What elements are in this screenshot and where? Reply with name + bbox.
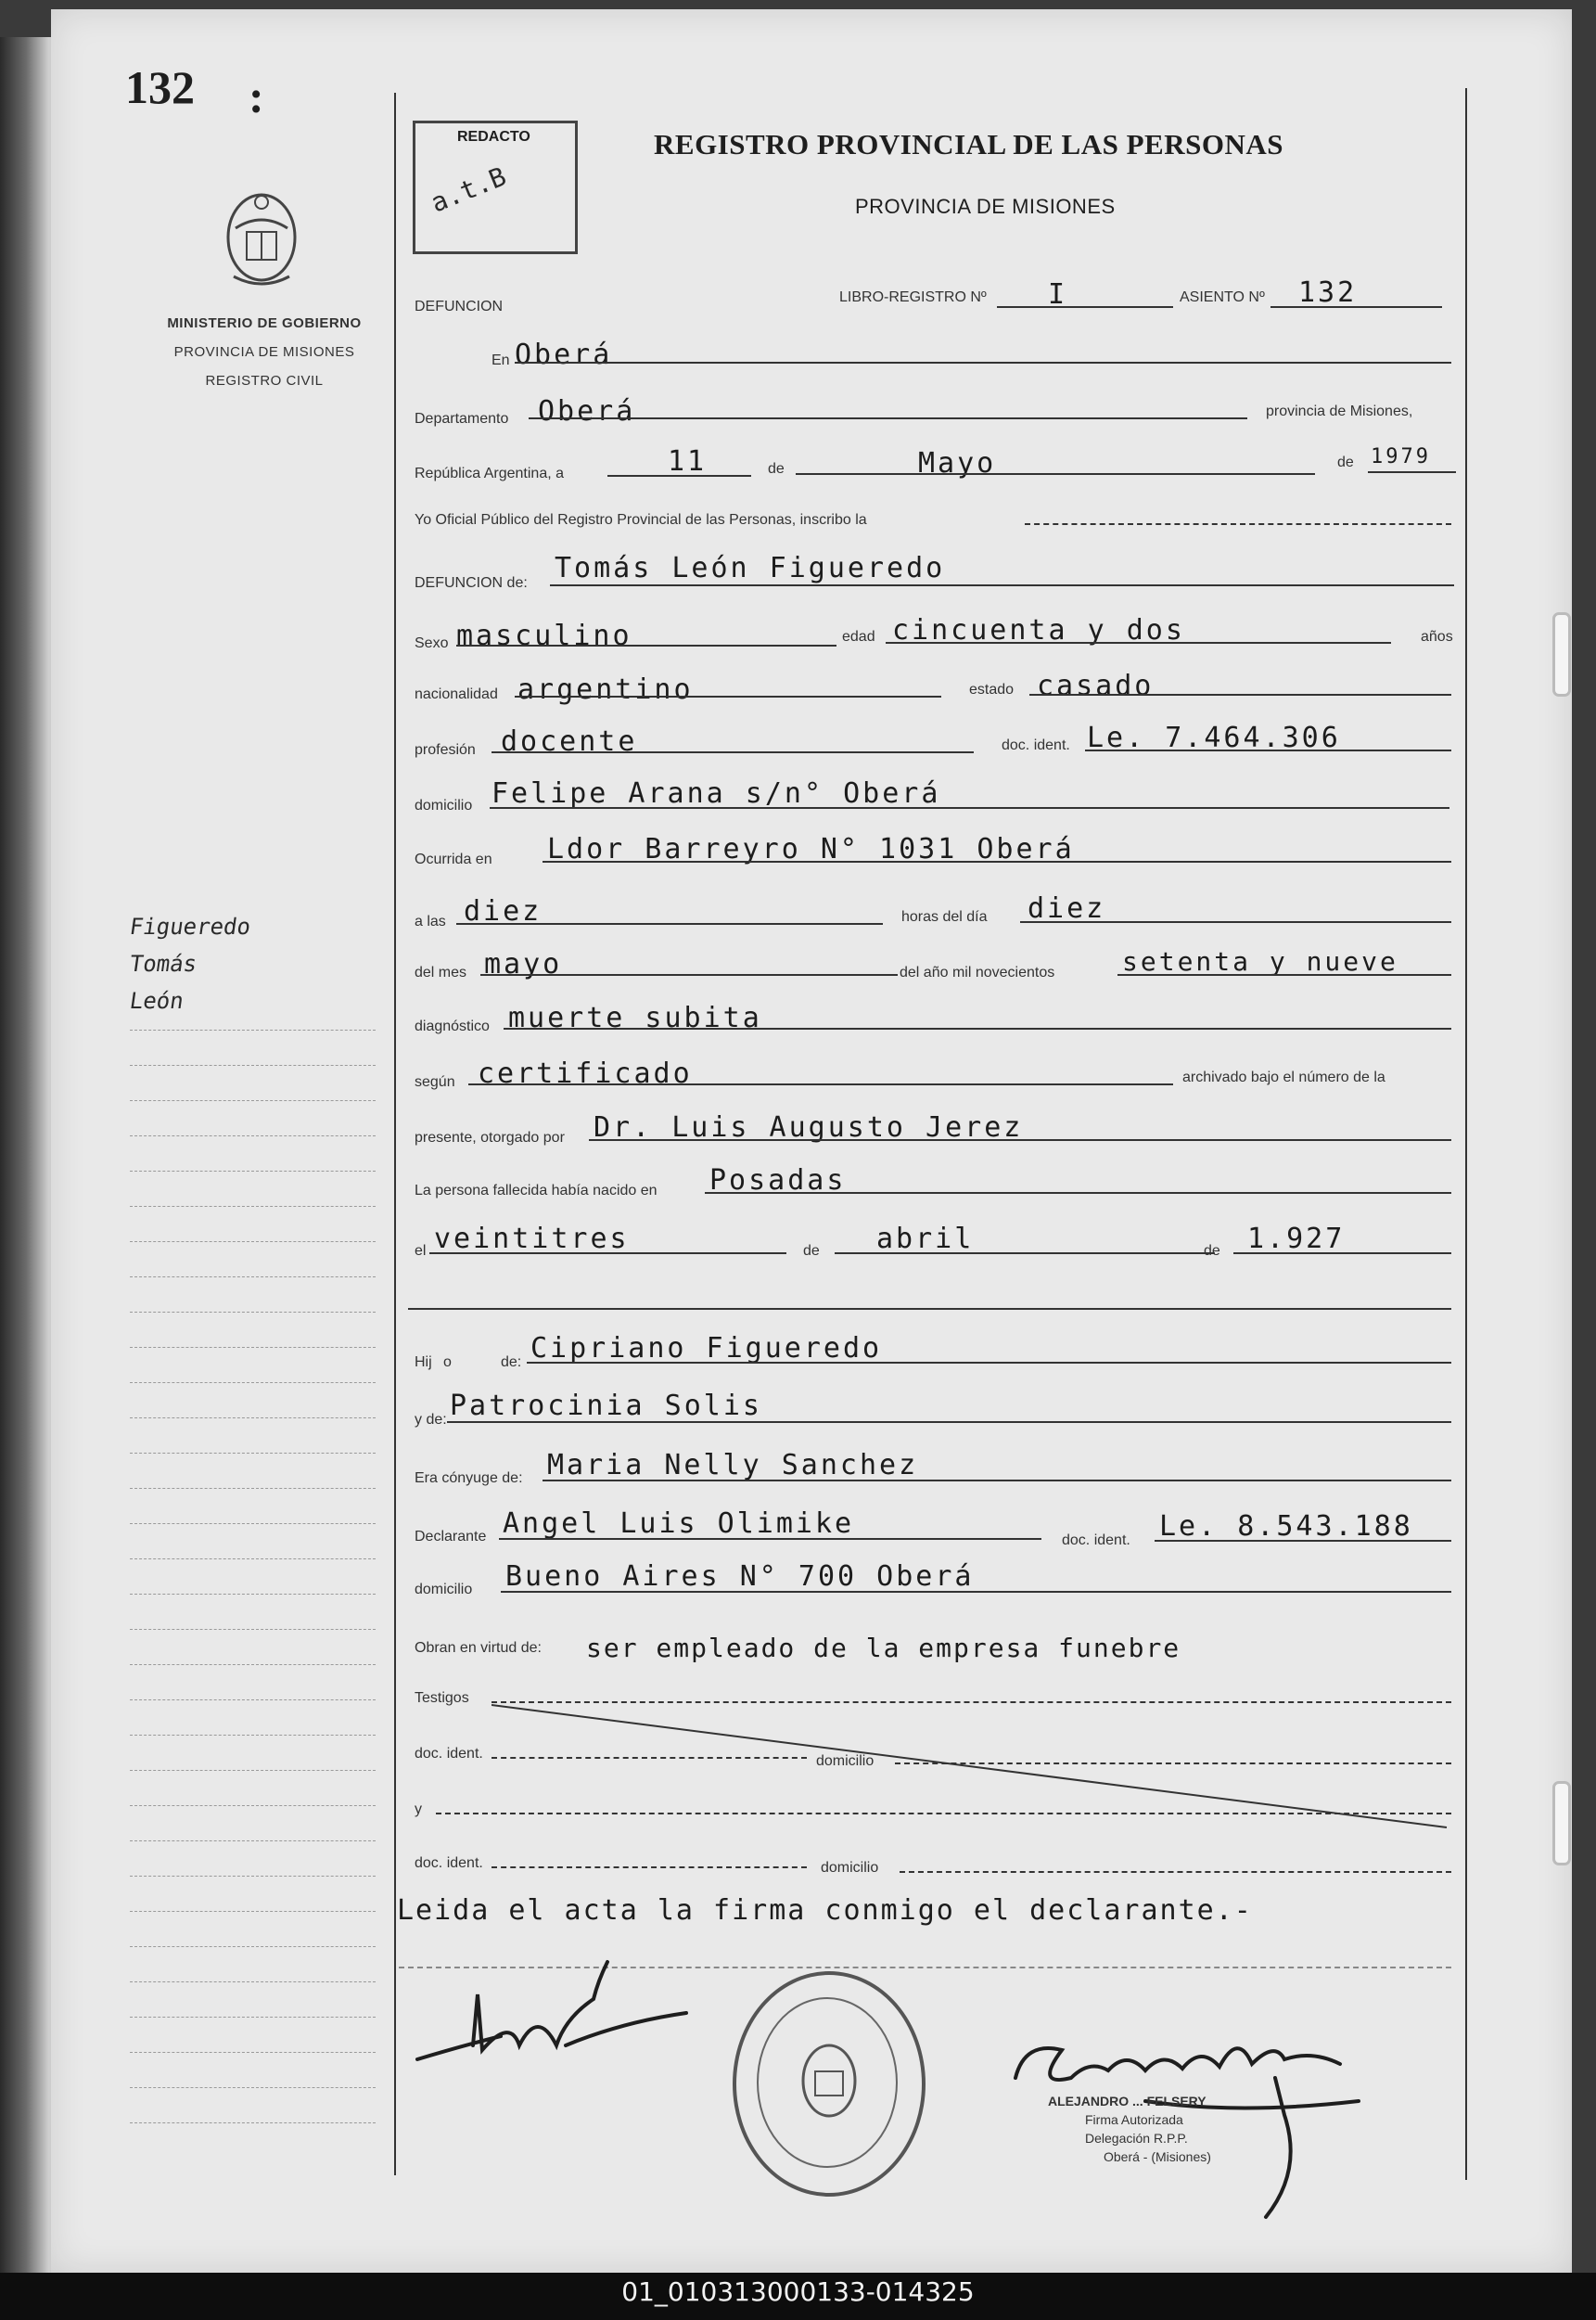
margin-first-name: Tomás: [128, 951, 199, 977]
declarante-domicilio-label: domicilio: [415, 1582, 473, 1597]
nacionalidad-label: nacionalidad: [415, 686, 498, 702]
official-stamp-location: Oberá - (Misiones): [1104, 2149, 1211, 2164]
provincia-label: provincia de Misiones,: [1266, 404, 1413, 419]
dia-value: 11: [668, 445, 708, 478]
obran-value: ser empleado de la empresa funebre: [586, 1633, 1181, 1663]
testigo2-domicilio-label: domicilio: [821, 1860, 879, 1876]
seal-emblem-icon: [797, 2042, 862, 2121]
archivado-label: archivado bajo el número de la: [1182, 1070, 1385, 1085]
en-label: En: [492, 352, 510, 368]
redacto-initials: a.t.B: [426, 160, 511, 219]
estado-label: estado: [969, 682, 1015, 698]
estado-rule: [1029, 694, 1451, 696]
mother-name: Patrocinia Solis: [450, 1390, 762, 1422]
father-name: Cipriano Figueredo: [530, 1332, 883, 1365]
obran-label: Obran en virtud de:: [415, 1640, 542, 1656]
horas-label: horas del día: [901, 909, 988, 925]
doc-ident-rule: [1085, 750, 1451, 751]
document-title: REGISTRO PROVINCIAL DE LAS PERSONAS: [654, 128, 1283, 160]
deceased-name: Tomás León Figueredo: [555, 552, 946, 584]
redacto-label: REDACTO: [457, 129, 530, 145]
departamento-rule: [529, 417, 1247, 419]
del-mes-rule: [480, 974, 898, 976]
image-caption: 01_010313000133-014325: [621, 2276, 975, 2307]
testigo-domicilio-rule: [895, 1762, 1451, 1764]
oficial-rule: [1025, 523, 1451, 525]
del-mes-label: del mes: [415, 965, 467, 981]
edad-rule: [886, 642, 1391, 644]
de-label-4: de: [1204, 1243, 1220, 1259]
declarante-doc-rule: [1155, 1540, 1451, 1542]
deceased-name-rule: [550, 584, 1454, 586]
official-stamp: [1048, 2092, 1211, 2166]
nac-mes-value: abril: [876, 1223, 975, 1255]
presente-label: presente, otorgado por: [415, 1130, 565, 1146]
horas-value: diez: [1028, 892, 1106, 925]
ocurrida-rule: [543, 861, 1451, 863]
segun-label: según: [415, 1074, 455, 1090]
hijo-suffix: o: [443, 1354, 452, 1370]
anio-mil-value: setenta y nueve: [1122, 946, 1398, 977]
oficial-text: Yo Oficial Público del Registro Provincial de las Personas, inscribo la: [415, 512, 867, 528]
doc-ident-value: Le. 7.464.306: [1087, 722, 1341, 754]
el-label: el: [415, 1243, 427, 1259]
sexo-value: masculino: [456, 620, 632, 652]
anio-mil-label: del año mil novecientos: [900, 965, 1055, 981]
domicilio-label: domicilio: [415, 798, 473, 814]
ocurrida-label: Ocurrida en: [415, 852, 492, 867]
margin-second-name: León: [128, 988, 185, 1014]
conyuge-label: Era cónyuge de:: [415, 1470, 523, 1486]
redacto-stamp-box: [413, 121, 578, 254]
a-las-value: diez: [464, 895, 543, 928]
en-value: Oberá: [515, 339, 613, 371]
estado-value: casado: [1037, 670, 1155, 702]
testigos-label: Testigos: [415, 1690, 469, 1706]
segun-value: certificado: [478, 1057, 693, 1090]
declarante-doc-value: Le. 8.543.188: [1159, 1510, 1413, 1543]
presente-value: Dr. Luis Augusto Jerez: [594, 1111, 1024, 1144]
nac-anio-value: 1.927: [1247, 1223, 1346, 1255]
declarante-value: Angel Luis Olimike: [503, 1507, 855, 1540]
ministry-header: [144, 315, 385, 389]
departamento-label: Departamento: [415, 411, 509, 427]
anio-mil-rule: [1117, 974, 1451, 976]
closing-statement: Leida el acta la firma conmigo el declarante.-: [397, 1894, 1253, 1927]
el-rule: [429, 1252, 786, 1254]
margin-surname: Figueredo: [128, 914, 253, 940]
nacido-rule: [705, 1192, 1451, 1194]
ocurrida-value: Ldor Barreyro N° 1031 Oberá: [547, 833, 1075, 865]
defuncion-de-label: DEFUNCION de:: [415, 575, 528, 591]
conyuge-value: Maria Nelly Sanchez: [547, 1449, 919, 1481]
profesion-label: profesión: [415, 742, 476, 758]
father-name-rule: [527, 1362, 1451, 1364]
official-stamp-name: ALEJANDRO ... FELSERY: [1048, 2094, 1207, 2109]
nac-mes-rule: [835, 1252, 1215, 1254]
official-stamp-office: Delegación R.P.P.: [1085, 2131, 1188, 2146]
mes-rule: [796, 473, 1315, 475]
declarante-domicilio-rule: [501, 1591, 1451, 1593]
nacionalidad-rule: [515, 696, 941, 698]
asiento-rule: [1270, 306, 1442, 308]
nacionalidad-value: argentino: [517, 673, 694, 706]
testigo-domicilio-label: domicilio: [816, 1753, 875, 1769]
asiento-label: ASIENTO Nº: [1180, 289, 1265, 305]
hijo-label: Hij: [415, 1354, 432, 1370]
hijo-de-label: de:: [501, 1354, 522, 1370]
testigo2-doc-label: doc. ident.: [415, 1855, 483, 1871]
right-frame-line: [1465, 88, 1467, 2180]
civil-registry-name: REGISTRO CIVIL: [205, 373, 324, 389]
declarant-signature: [408, 1943, 705, 2092]
segun-rule: [468, 1083, 1173, 1085]
conyuge-rule: [543, 1480, 1451, 1481]
el-value: veintitres: [434, 1223, 630, 1255]
republica-label: República Argentina, a: [415, 466, 564, 481]
libro-value: I: [1048, 278, 1068, 311]
testigos-crossout-line: [492, 1698, 1456, 1837]
edad-label: edad: [842, 629, 875, 645]
sexo-label: Sexo: [415, 635, 449, 651]
profesion-value: docente: [501, 725, 638, 758]
doc-ident-label: doc. ident.: [1002, 737, 1070, 753]
presente-rule: [589, 1139, 1451, 1141]
dia-rule: [607, 475, 751, 477]
page-number-colon: :: [249, 70, 264, 122]
nac-anio-rule: [1233, 1252, 1451, 1254]
testigo-doc-rule: [492, 1757, 807, 1759]
margin-separator-line: [394, 93, 396, 2175]
page-number: 132: [125, 61, 195, 113]
testigo2-doc-rule: [492, 1866, 807, 1868]
departamento-value: Oberá: [538, 395, 636, 428]
libro-rule: [997, 306, 1173, 308]
a-las-rule: [456, 923, 883, 925]
del-mes-value: mayo: [484, 948, 563, 981]
domicilio-rule: [490, 807, 1449, 809]
a-las-label: a las: [415, 914, 446, 929]
testigo-doc-label: doc. ident.: [415, 1746, 483, 1762]
domicilio-value: Felipe Arana s/n° Oberá: [492, 777, 941, 810]
binding-clip-lower: [1552, 1781, 1571, 1865]
mother-name-rule: [447, 1421, 1451, 1423]
testigo2-rule: [436, 1813, 1451, 1814]
y-de-label: y de:: [415, 1412, 447, 1428]
blank-separator-rule: [408, 1308, 1451, 1310]
record-type-label: DEFUNCION: [415, 299, 504, 314]
en-rule: [515, 362, 1451, 364]
profesion-rule: [492, 751, 974, 753]
y-label: y: [415, 1801, 422, 1817]
coat-of-arms-icon: [215, 184, 308, 295]
testigo2-domicilio-rule: [900, 1871, 1451, 1873]
diagnostico-rule: [504, 1028, 1451, 1030]
declarante-label: Declarante: [415, 1529, 487, 1545]
de-label: de: [768, 461, 785, 477]
document-subtitle: PROVINCIA DE MISIONES: [855, 195, 1116, 218]
anio-rule: [1368, 471, 1456, 473]
declarante-doc-label: doc. ident.: [1062, 1532, 1130, 1548]
anos-label: años: [1421, 629, 1453, 645]
horas-rule: [1020, 921, 1451, 923]
de-label-3: de: [803, 1243, 820, 1259]
de-label-2: de: [1337, 455, 1354, 470]
registry-seal: [733, 1971, 926, 2197]
asiento-value: 132: [1298, 276, 1358, 309]
ministry-name: MINISTERIO DE GOBIERNO: [167, 315, 362, 331]
province-name: PROVINCIA DE MISIONES: [173, 344, 355, 360]
diagnostico-value: muerte subita: [508, 1002, 762, 1034]
sexo-rule: [456, 645, 836, 647]
declarante-rule: [499, 1538, 1041, 1540]
declarante-domicilio-value: Bueno Aires N° 700 Oberá: [505, 1560, 975, 1593]
nacido-value: Posadas: [709, 1164, 847, 1197]
nacido-label: La persona fallecida había nacido en: [415, 1183, 658, 1198]
official-stamp-role: Firma Autorizada: [1085, 2112, 1183, 2127]
binding-clip-upper: [1552, 612, 1571, 697]
mes-value: Mayo: [918, 447, 997, 480]
diagnostico-label: diagnóstico: [415, 1019, 490, 1034]
edad-value: cincuenta y dos: [892, 614, 1185, 647]
margin-ruled-lines: [130, 1030, 376, 2158]
anio-value: 1979: [1371, 445, 1431, 468]
libro-label: LIBRO-REGISTRO Nº: [839, 289, 987, 305]
